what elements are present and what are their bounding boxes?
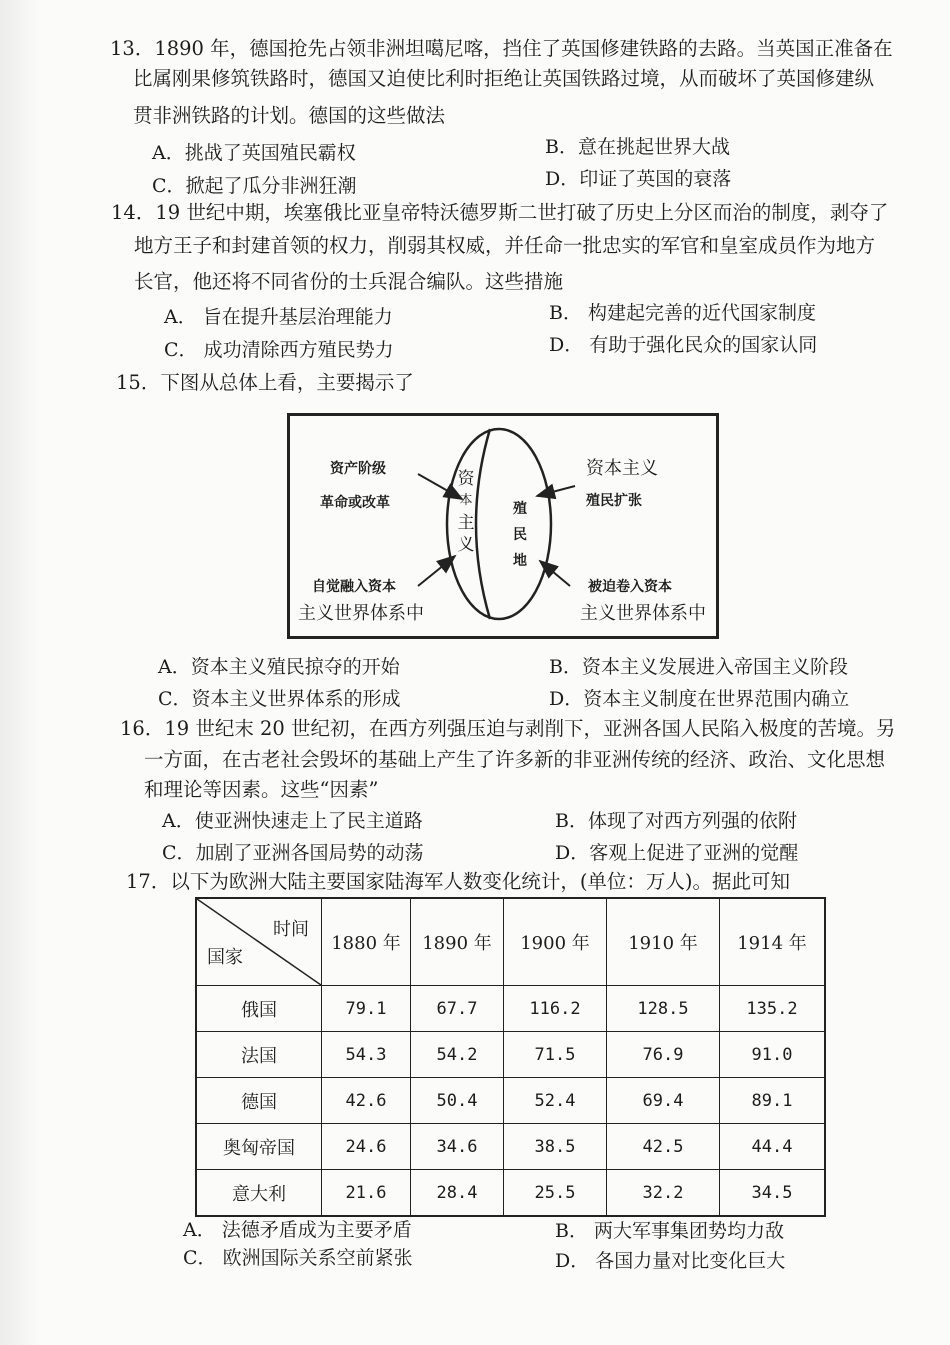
value-cell: 116.2 — [504, 986, 607, 1032]
value-cell: 42.6 — [322, 1078, 411, 1124]
year-header: 1914 年 — [720, 898, 826, 986]
table-header-row — [196, 898, 825, 986]
globe-divider — [476, 429, 490, 619]
globe-capitalism-text — [456, 468, 476, 556]
q13-option-a[interactable]: A．挑战了英国殖民霸权 — [152, 142, 356, 164]
value-cell: 135.2 — [720, 986, 826, 1032]
q17-option-c[interactable]: C． 欧洲国际关系空前紧张 — [183, 1247, 413, 1269]
value-cell: 128.5 — [607, 986, 720, 1032]
q14-option-d[interactable]: D． 有助于强化民众的国家认同 — [549, 334, 818, 356]
value-cell: 71.5 — [504, 1032, 607, 1078]
value-cell: 38.5 — [504, 1124, 607, 1170]
table-corner-cell — [196, 898, 322, 986]
q15-option-a[interactable]: A．资本主义殖民掠夺的开始 — [158, 656, 400, 678]
corner-country-label: 国家 — [207, 947, 243, 968]
year-header: 1880 年 — [322, 898, 411, 986]
country-cell: 奥匈帝国 — [196, 1124, 322, 1170]
country-cell: 意大利 — [196, 1170, 322, 1217]
value-cell: 21.6 — [322, 1170, 411, 1217]
value-cell: 69.4 — [607, 1078, 720, 1124]
char: 主 — [457, 513, 475, 533]
value-cell: 54.2 — [411, 1032, 504, 1078]
q16-option-a[interactable]: A．使亚洲快速走上了民主道路 — [162, 810, 423, 832]
year-header: 1900 年 — [504, 898, 607, 986]
label-voluntary-join: 自觉融入资本 — [312, 579, 396, 595]
value-cell: 54.3 — [322, 1032, 411, 1078]
char: 地 — [513, 553, 527, 569]
q14-stem-line-1: 14．19 世纪中期，埃塞俄比亚皇帝特沃德罗斯二世打破了历史上分区而治的制度，剥夺了 — [111, 201, 889, 224]
q13-option-c[interactable]: C．掀起了瓜分非洲狂潮 — [152, 175, 357, 197]
country-cell: 俄国 — [196, 986, 322, 1032]
value-cell: 24.6 — [322, 1124, 411, 1170]
corner-time-label: 时间 — [273, 919, 309, 940]
table-row — [196, 1078, 825, 1124]
table-row — [196, 1032, 825, 1078]
char: 义 — [457, 535, 475, 555]
q14-option-c[interactable]: C． 成功清除西方殖民势力 — [164, 339, 394, 361]
value-cell: 25.5 — [504, 1170, 607, 1217]
char: 民 — [513, 527, 527, 543]
value-cell: 50.4 — [411, 1078, 504, 1124]
q13-stem-line-1: 13．1890 年，德国抢先占领非洲坦噶尼喀，挡住了英国修建铁路的去路。当英国正准备在 — [110, 37, 893, 60]
label-forced-involvement: 被迫卷入资本 — [588, 579, 672, 595]
arrow-bottom-left — [418, 556, 455, 586]
value-cell: 42.5 — [607, 1124, 720, 1170]
value-cell: 91.0 — [720, 1032, 826, 1078]
q16-stem-line-1: 16．19 世纪末 20 世纪初，在西方列强压迫与剥削下，亚洲各国人民陷入极度的苦境。另 — [120, 717, 896, 740]
label-bourgeois: 资产阶级 — [330, 461, 386, 477]
value-cell: 52.4 — [504, 1078, 607, 1124]
label-capitalist-system-right: 主义世界体系中 — [580, 603, 706, 624]
value-cell: 67.7 — [411, 986, 504, 1032]
value-cell: 76.9 — [607, 1032, 720, 1078]
table-row — [196, 1124, 825, 1170]
q14-stem-line-2: 地方王子和封建首领的权力，削弱其权威，并任命一批忠实的军官和皇室成员作为地方 — [134, 234, 876, 257]
q13-option-b[interactable]: B．意在挑起世界大战 — [545, 136, 730, 158]
label-capitalist: 资本主义 — [586, 458, 658, 479]
q16-option-c[interactable]: C．加剧了亚洲各国局势的动荡 — [162, 842, 424, 864]
q15-option-c[interactable]: C．资本主义世界体系的形成 — [158, 688, 401, 710]
country-cell: 法国 — [196, 1032, 322, 1078]
q17-stem: 17．以下为欧洲大陆主要国家陆海军人数变化统计，(单位：万人)。据此可知 — [126, 870, 791, 893]
table-row — [196, 986, 825, 1032]
q15-option-b[interactable]: B．资本主义发展进入帝国主义阶段 — [549, 656, 848, 678]
q13-stem-line-2: 比属刚果修筑铁路时，德国又迫使比利时拒绝让英国铁路过境，从而破坏了英国修建纵 — [133, 67, 875, 90]
value-cell: 34.5 — [720, 1170, 826, 1217]
char: 殖 — [513, 501, 527, 517]
arrow-top-right — [537, 486, 575, 496]
q17-option-b[interactable]: B． 两大军事集团势均力敌 — [555, 1220, 785, 1242]
q17-option-a[interactable]: A． 法德矛盾成为主要矛盾 — [183, 1219, 412, 1241]
q14-option-b[interactable]: B． 构建起完善的近代国家制度 — [549, 302, 817, 324]
value-cell: 34.6 — [411, 1124, 504, 1170]
value-cell: 79.1 — [322, 986, 411, 1032]
q16-stem-line-2: 一方面，在古老社会毁坏的基础上产生了许多新的非亚洲传统的经济、政治、文化思想 — [144, 748, 886, 771]
label-colonial-expansion: 殖民扩张 — [586, 493, 642, 509]
capitalism-colony-diagram — [287, 413, 719, 639]
q14-stem-line-3: 长官，他还将不同省份的士兵混合编队。这些措施 — [134, 270, 564, 293]
label-revolution-reform: 革命或改革 — [320, 495, 390, 511]
q15-option-d[interactable]: D．资本主义制度在世界范围内确立 — [549, 688, 850, 710]
value-cell: 28.4 — [411, 1170, 504, 1217]
value-cell: 44.4 — [720, 1124, 826, 1170]
army-size-table — [195, 897, 826, 1217]
globe-colony-text — [510, 496, 530, 574]
q16-option-b[interactable]: B．体现了对西方列强的依附 — [555, 810, 797, 832]
corner-diagonal — [197, 899, 321, 985]
page-edge-shadow — [0, 0, 40, 1345]
char: 本 — [459, 493, 473, 508]
q17-option-d[interactable]: D． 各国力量对比变化巨大 — [555, 1250, 786, 1272]
q13-option-d[interactable]: D．印证了英国的衰落 — [545, 168, 732, 190]
q16-option-d[interactable]: D．客观上促进了亚洲的觉醒 — [555, 842, 799, 864]
char: 资 — [457, 469, 475, 489]
q16-stem-line-3: 和理论等因素。这些“因素” — [144, 778, 379, 801]
year-header: 1890 年 — [411, 898, 504, 986]
label-capitalist-system-left: 主义世界体系中 — [298, 603, 424, 624]
year-header: 1910 年 — [607, 898, 720, 986]
country-cell: 德国 — [196, 1078, 322, 1124]
q15-stem: 15．下图从总体上看，主要揭示了 — [116, 371, 414, 394]
value-cell: 89.1 — [720, 1078, 826, 1124]
q13-stem-line-3: 贯非洲铁路的计划。德国的这些做法 — [133, 104, 446, 127]
value-cell: 32.2 — [607, 1170, 720, 1217]
table-row — [196, 1170, 825, 1217]
q14-option-a[interactable]: A． 旨在提升基层治理能力 — [164, 306, 393, 328]
